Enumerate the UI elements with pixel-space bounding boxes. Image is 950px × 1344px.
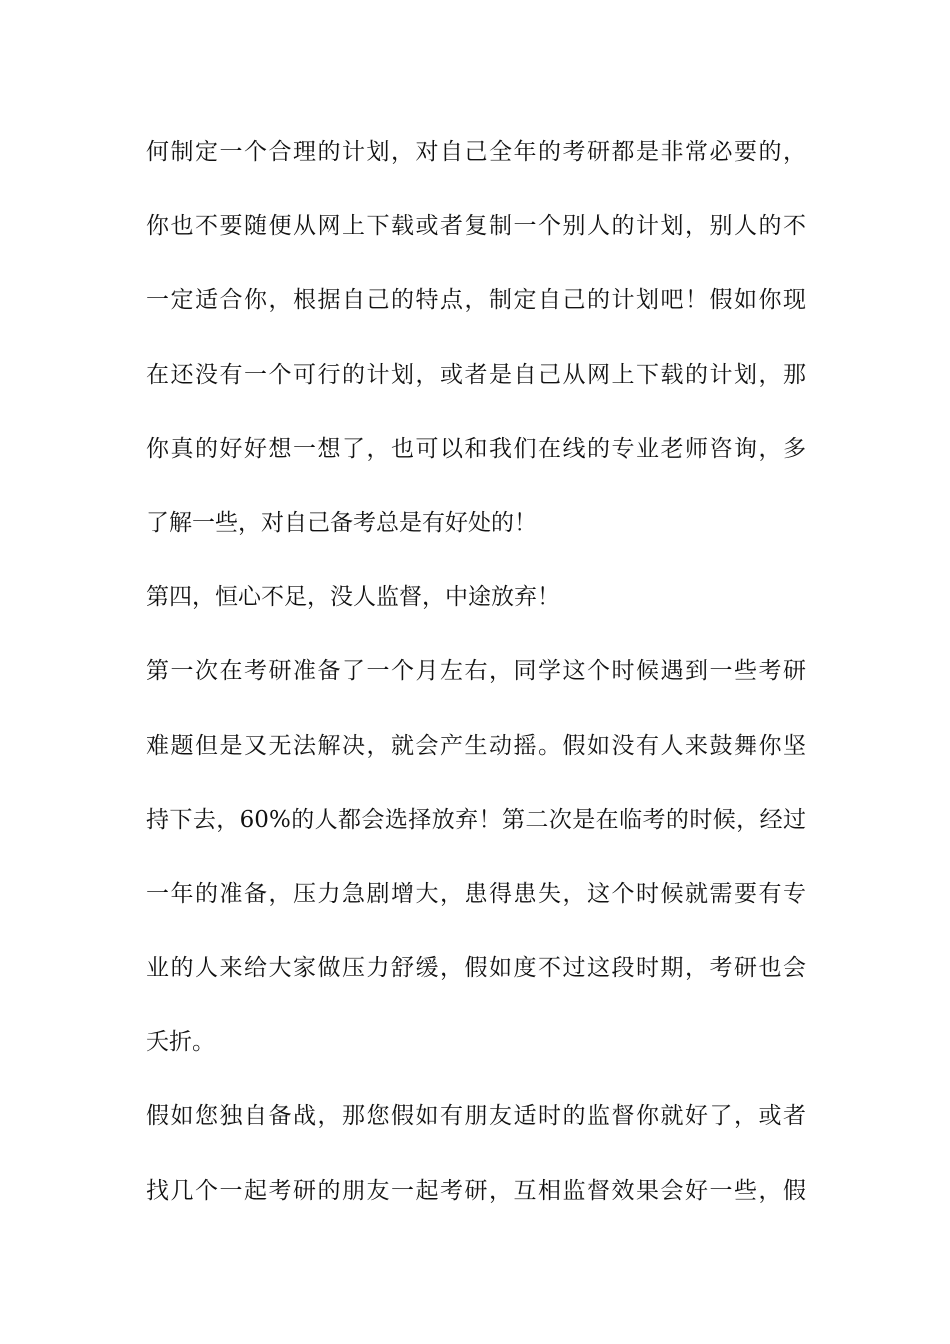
text-line-10: 持下去，60%的人都会选择放弃！第二次是在临考的时候，经过	[146, 806, 806, 833]
text-line-4: 在还没有一个可行的计划，或者是自己从网上下载的计划，那	[146, 361, 806, 388]
text-line-11: 一年的准备，压力急剧增大，患得患失，这个时候就需要有专	[146, 880, 806, 907]
text-line-6: 了解一些，对自己备考总是有好处的！	[146, 509, 537, 536]
text-line-2: 你也不要随便从网上下载或者复制一个别人的计划，别人的不	[146, 213, 806, 240]
text-line-3: 一定适合你，根据自己的特点，制定自己的计划吧！假如你现	[146, 287, 806, 314]
text-line-5: 你真的好好想一想了，也可以和我们在线的专业老师咨询，多	[146, 435, 806, 462]
text-line-8: 第一次在考研准备了一个月左右，同学这个时候遇到一些考研	[146, 658, 806, 685]
text-line-13: 夭折。	[146, 1029, 215, 1056]
text-line-14: 假如您独自备战，那您假如有朋友适时的监督你就好了，或者	[146, 1103, 806, 1130]
section-heading: 第四，恒心不足，没人监督，中途放弃！	[146, 584, 560, 611]
text-line-9: 难题但是又无法解决，就会产生动摇。假如没有人来鼓舞你坚	[146, 732, 806, 759]
text-line-15: 找几个一起考研的朋友一起考研，互相监督效果会好一些，假	[146, 1177, 806, 1204]
text-line-1: 何制定一个合理的计划，对自己全年的考研都是非常必要的，	[146, 139, 806, 165]
body-text	[146, 128, 806, 1241]
text-line-12: 业的人来给大家做压力舒缓，假如度不过这段时期，考研也会	[146, 955, 806, 982]
